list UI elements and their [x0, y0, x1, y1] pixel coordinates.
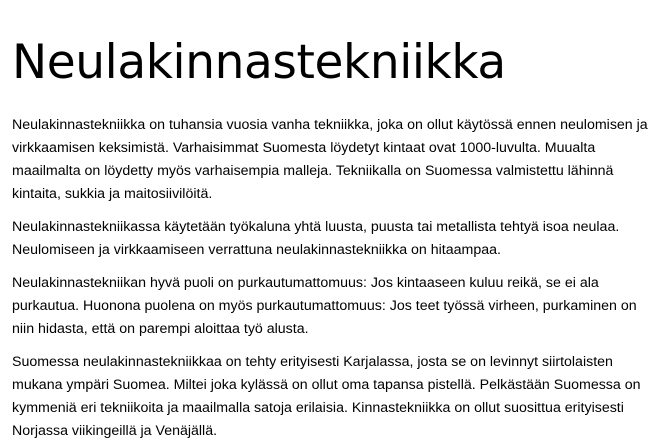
paragraph-pros-cons: Neulakinnastekniikan hyvä puoli on purkautumattomuus: Jos kintaaseen kuluu reikä, se ei ala purkautua. Huonona puolena on myös purkautumattomuus: Jos teet työssä virheen, purkaminen on niin hidasta, että on parempi aloittaa työ alusta.	[12, 275, 637, 337]
paragraph-tool: Neulakinnastekniikassa käytetään työkaluna yhtä luusta, puusta tai metallista tehtyä isoa neulaa. Neulomiseen ja virkkaamiseen verrattuna neulakinnastekniikka on hitaampaa.	[12, 219, 620, 258]
paragraph-finland: Suomessa neulakinnastekniikkaa on tehty erityisesti Karjalassa, josta se on levinnyt siirtolaisten mukana ympäri Suomea. Miltei joka kylässä on ollut oma tapansa pistellä. Pelkästään Suomessa on kymmeniä eri tekniikoita ja maailmalla satoja erilaisia. Kinnastekniikka on ollut suosittua erityisesti Norjassa viikingeillä ja Venäjällä.	[12, 354, 641, 439]
document-title: Neulakinnastekniikka	[12, 35, 506, 90]
paragraph-history: Neulakinnastekniikka on tuhansia vuosia vanha tekniikka, joka on ollut käytössä ennen neulomisen ja virkkaamisen keksimistä. Varhaisimmat Suomesta löydetyt kintaat ovat 1000-luvulta. Muualta maailmalta on löydetty myös varhaisempia malleja. Tekniikalla on Suomessa valmistettu lähinnä kintaita, sukkia ja maitosiivilöitä.	[12, 117, 648, 202]
document-body	[12, 0, 652, 443]
